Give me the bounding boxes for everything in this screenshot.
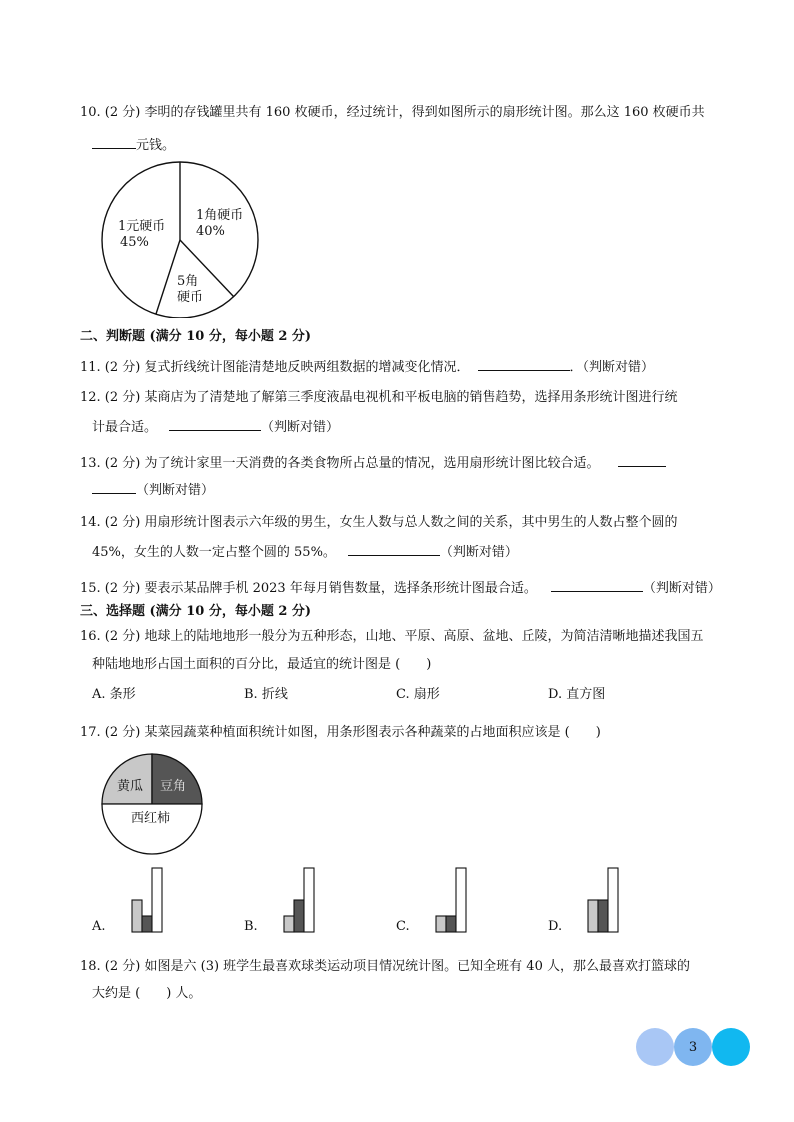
q12-line1: 12. (2 分) 某商店为了清楚地了解第三季度液晶电视机和平板电脑的销售趋势，选择用条形统计图进行统: [80, 390, 678, 405]
vegetable-pie-chart: [100, 752, 206, 856]
answer-blank[interactable]: [169, 416, 261, 431]
q12-line2: [92, 416, 339, 437]
section3-title: 三、选择题 (满分 10 分，每小题 2 分): [80, 604, 312, 619]
pie-label-1yuan: 1元硬币: [118, 219, 166, 234]
q11-tail: ．（判断对错）: [569, 360, 655, 375]
q17-line1: 17. (2 分) 某菜园蔬菜种植面积统计如图，用条形图表示各种蔬菜的占地面积应该是 ( ): [80, 725, 601, 740]
bar-tomato: [304, 868, 314, 932]
q18-line2: 大约是 ( ) 人。: [92, 986, 202, 1001]
q14-tail: （判断对错）: [439, 545, 518, 560]
page-circle-right: [712, 1028, 750, 1066]
section2-title: 二、判断题 (满分 10 分，每小题 2 分): [80, 329, 312, 344]
q18-line1: 18. (2 分) 如图是六 (3) 班学生最喜欢球类运动项目情况统计图。已知全班有 40 人，那么最喜欢打篮球的: [80, 959, 690, 974]
bar-beans: [446, 916, 456, 932]
pie-label-tomato: 西红柿: [131, 811, 171, 826]
q15-text: 15. (2 分) 要表示某品牌手机 2023 年每月销售数量，选择条形统计图最合适。: [80, 581, 537, 596]
pie-label-1jiao: 1角硬币: [196, 208, 244, 223]
q12-line2-text: 计最合适。: [92, 420, 158, 435]
q13-tail: （判断对错）: [136, 483, 215, 498]
q13-line1: [80, 452, 666, 473]
pie-label-beans: 豆角: [160, 779, 187, 794]
q13-line2: [92, 479, 214, 500]
answer-blank[interactable]: [348, 541, 440, 556]
pie-pct-1jiao: 40%: [196, 224, 225, 239]
pie-label-5jiao-l1: 5角: [177, 274, 199, 289]
q17-option-c-bars[interactable]: [432, 866, 472, 934]
bar-cucumber: [284, 916, 294, 932]
q16-option-b[interactable]: B. 折线: [244, 687, 288, 702]
q14-line2-text: 45%，女生的人数一定占整个圆的 55%。: [92, 545, 336, 560]
q17-option-b-bars[interactable]: [280, 866, 320, 934]
pie-label-5jiao-l2: 硬币: [177, 290, 204, 305]
q10-line2-text: 元钱。: [136, 138, 176, 153]
coin-pie-chart: [100, 160, 264, 318]
q16-option-d[interactable]: D. 直方图: [548, 687, 606, 702]
q16-option-a[interactable]: A. 条形: [92, 687, 136, 702]
q11: [80, 356, 654, 377]
bar-cucumber: [132, 900, 142, 932]
q10-line2: [92, 134, 175, 155]
page-circle-mid: [674, 1028, 712, 1066]
q17-option-a-letter[interactable]: A.: [92, 919, 106, 934]
q17-option-d-bars[interactable]: [584, 866, 624, 934]
bar-tomato: [152, 868, 162, 932]
pie-label-cucumber: 黄瓜: [117, 779, 144, 794]
answer-blank[interactable]: [551, 577, 643, 592]
q16-option-c[interactable]: C. 扇形: [396, 687, 440, 702]
q12-tail: （判断对错）: [261, 420, 340, 435]
q17-option-b-letter[interactable]: B.: [244, 919, 258, 934]
q17-option-c-letter[interactable]: C.: [396, 919, 410, 934]
pie-pct-1yuan: 45%: [120, 235, 149, 250]
q15-tail: （判断对错）: [642, 581, 721, 596]
q14-line1: 14. (2 分) 用扇形统计图表示六年级的男生，女生人数与总人数之间的关系，其中男生的人数占整个圆的: [80, 515, 678, 530]
q17-option-d-letter[interactable]: D.: [548, 919, 563, 934]
answer-blank[interactable]: [618, 452, 666, 467]
q11-text: 11. (2 分) 复式折线统计图能清楚地反映两组数据的增减变化情况．: [80, 360, 470, 375]
bar-beans: [294, 900, 304, 932]
answer-blank[interactable]: [478, 356, 570, 371]
q10-line1: 10. (2 分) 李明的存钱罐里共有 160 枚硬币，经过统计，得到如图所示的扇形统计图。那么这 160 枚硬币共: [80, 105, 705, 120]
q15: [80, 577, 721, 598]
page-number: 3: [688, 1039, 698, 1055]
q14-line2: [92, 541, 518, 562]
bar-tomato: [608, 868, 618, 932]
bar-tomato: [456, 868, 466, 932]
answer-blank[interactable]: [92, 134, 136, 149]
q16-line2: 种陆地地形占国土面积的百分比，最适宜的统计图是 ( ): [92, 657, 432, 672]
q13-text: 13. (2 分) 为了统计家里一天消费的各类食物所占总量的情况，选用扇形统计图比较合适。: [80, 456, 600, 471]
bar-cucumber: [588, 900, 598, 932]
page-number-badge: [636, 1028, 752, 1066]
bar-beans: [598, 900, 608, 932]
bar-cucumber: [436, 916, 446, 932]
bar-beans: [142, 916, 152, 932]
q16-line1: 16. (2 分) 地球上的陆地地形一般分为五种形态，山地、平原、高原、盆地、丘陵，为简洁清晰地描述我国五: [80, 629, 704, 644]
q17-option-a-bars[interactable]: [128, 866, 168, 934]
answer-blank[interactable]: [92, 479, 136, 494]
page-circle-left: [636, 1028, 674, 1066]
